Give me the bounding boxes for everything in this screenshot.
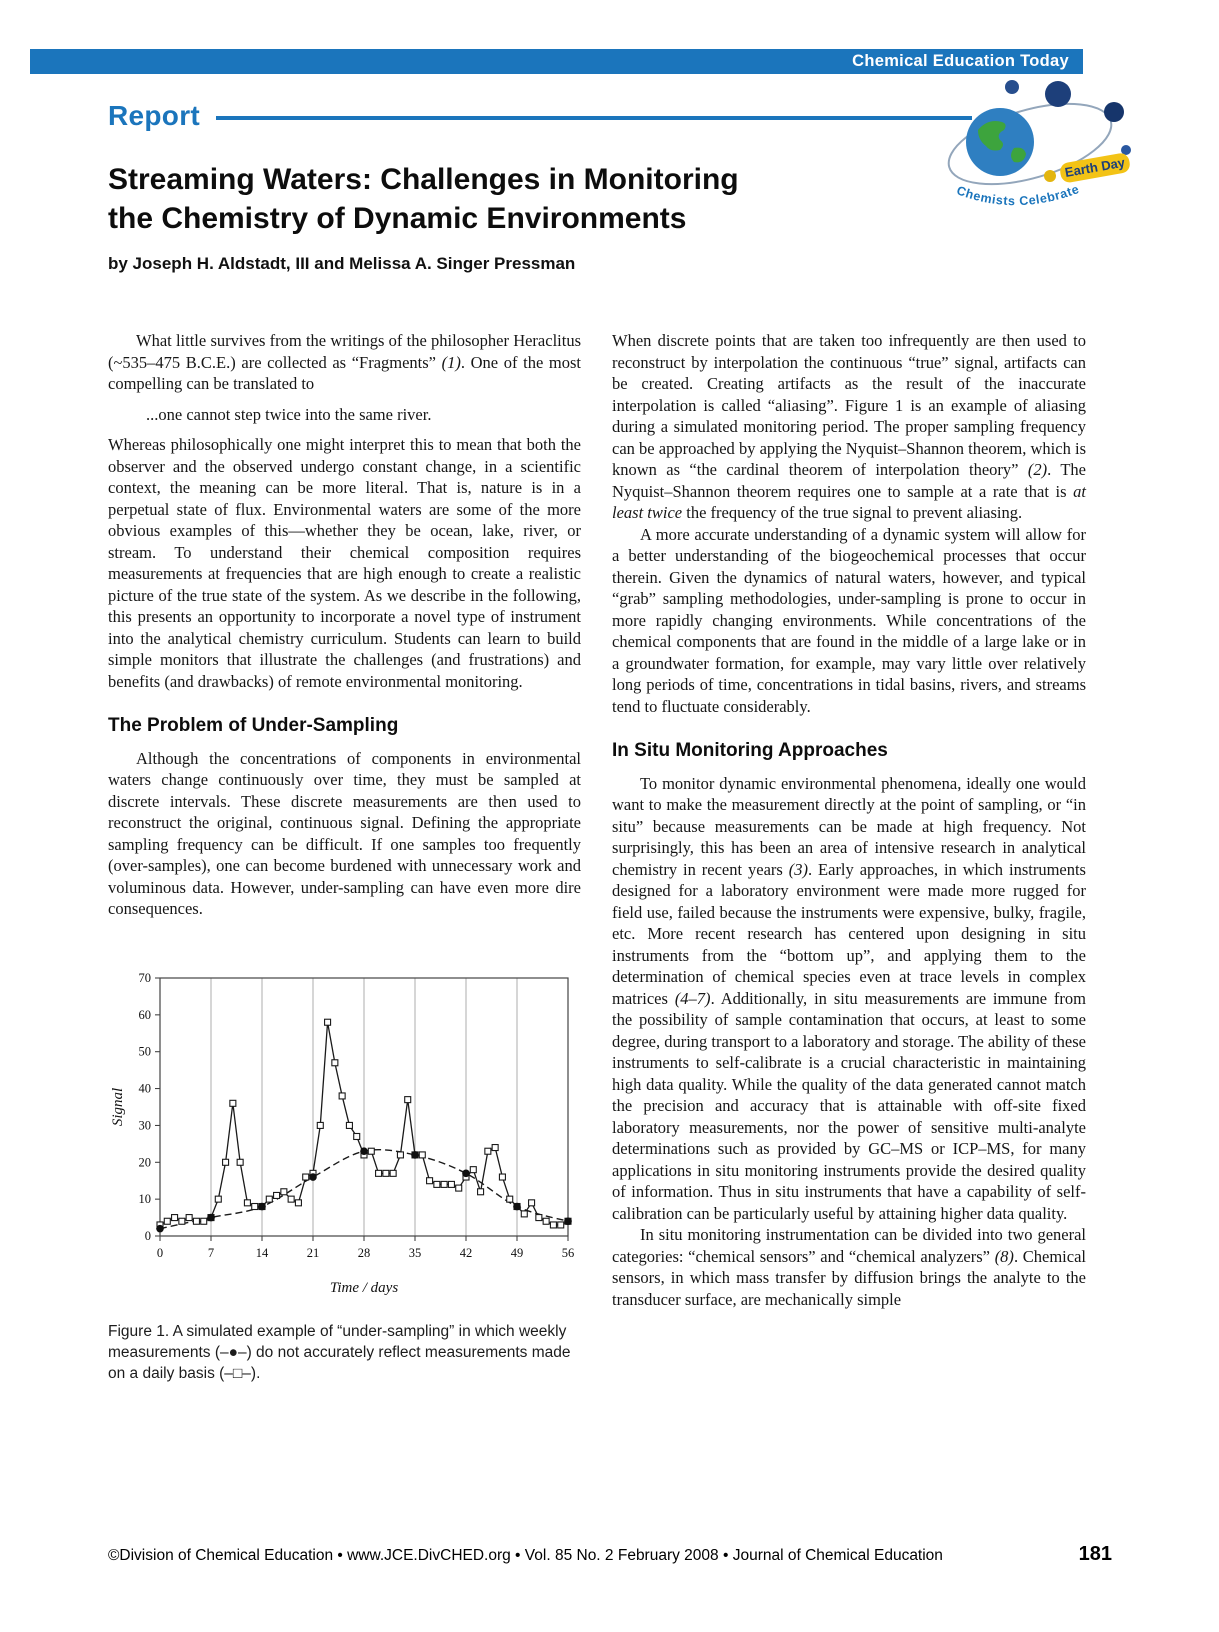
section-heading-under-sampling: The Problem of Under-Sampling — [108, 715, 399, 736]
paragraph: To monitor dynamic environmental phenomena, ideally one would want to make the measurement directly at the point of sampling, or “in situ” because measurements can be made at high frequency. Not surprisingly, this has been an area of intensive research in analytical chemistry in recent years (3). Early approaches, in which instruments designed for a laboratory environment were made more rugged for field use, failed because the instruments were expensive, bulky, fragile, etc. More recent research has centered upon designing in situ instruments from the “bottom up”, and applying them to the determination of chemical species even at trace levels in complex matrices (4–7). Additionally, in situ measurements are immune from the possibility of sample contamination that occurs, at least to some degree, during transport to a laboratory and storage. The ability of these instruments to self-calibrate is a crucial characteristic in maintaining high data quality. While the quality of the data generated cannot match the precision and accuracy that is attainable with off-site fixed laboratory measurements, nor the power of sensitive multi-analyte determinations such as provided by GC–MS or ICP–MS, for many applications in situ monitoring instruments provide the desired quality of information. Thus in situ instruments that have a capability of self-calibration can be particularly useful by attaining higher data quality. — [612, 773, 1087, 1223]
report-header — [108, 100, 972, 132]
svg-text:50: 50 — [138, 1044, 151, 1059]
svg-text:0: 0 — [156, 1245, 164, 1260]
svg-text:Signal: Signal — [110, 1087, 126, 1126]
svg-text:20: 20 — [138, 1154, 151, 1169]
report-label: Report — [108, 100, 201, 131]
svg-text:49: 49 — [510, 1245, 524, 1260]
sphere-icon — [1005, 80, 1019, 94]
svg-text:60: 60 — [138, 1007, 151, 1022]
svg-text:7: 7 — [207, 1245, 215, 1260]
title-line2: the Chemistry of Dynamic Environments — [108, 202, 687, 235]
section-heading-in-situ: In Situ Monitoring Approaches — [612, 740, 888, 761]
sphere-icon — [1044, 170, 1056, 182]
svg-text:30: 30 — [138, 1117, 151, 1132]
left-column — [108, 330, 581, 1384]
paragraph: Although the concentrations of components in environmental waters change continuously over time, they must be sampled at discrete intervals. These discrete measurements are then used to reconstruct the original, continuous signal. Defining the appropriate sampling frequency can be difficult. If one samples too frequently (over-samples), one can become burdened with unnecessary work and voluminous data. However, under-sampling can have even more dire consequences. — [108, 748, 581, 918]
svg-text:35: 35 — [408, 1245, 422, 1260]
logo-text-chemists-celebrate: Chemists Celebrate — [954, 181, 1082, 209]
footer-text: ©Division of Chemical Education • www.JCE.DivCHED.org • Vol. 85 No. 2 February 2008 • Journal of Chemical Education — [108, 1547, 943, 1564]
svg-text:Time / days: Time / days — [329, 1279, 399, 1296]
svg-text:21: 21 — [306, 1245, 320, 1260]
earth-day-ribbon — [1059, 152, 1131, 184]
figure-1 — [108, 966, 581, 1385]
svg-text:14: 14 — [255, 1245, 269, 1260]
quote: ...one cannot step twice into the same river. — [146, 404, 432, 424]
svg-text:56: 56 — [561, 1245, 575, 1260]
footer — [108, 1543, 1112, 1566]
svg-text:42: 42 — [459, 1245, 473, 1260]
byline: by Joseph H. Aldstadt, III and Melissa A. Singer Pressman — [108, 254, 576, 273]
sphere-icon — [1121, 145, 1131, 155]
svg-text:28: 28 — [357, 1245, 371, 1260]
svg-text:70: 70 — [138, 970, 151, 985]
svg-text:10: 10 — [138, 1191, 151, 1206]
article-title — [108, 160, 888, 238]
right-column — [612, 330, 1086, 1310]
paragraph: Whereas philosophically one might interpret this to mean that both the observer and the observed undergo constant change, in a scientific context, the meaning can be more literal. That is, nature is in a perpetual state of flux. Environmental waters are some of the more obvious examples of this—whether they be ocean, lake, river, or stream. To understand their chemical composition requires measurements at frequencies that are high enough to create a realistic picture of the true state of the system. As we describe in the following, this presents an opportunity to incorporate a novel type of instrument into the analytical chemistry curriculum. Students can learn to build simple monitors that illustrate the challenges (and frustrations) and benefits (and drawbacks) of remote environmental monitoring. — [108, 435, 581, 691]
logo-text-earth-day: Earth Day — [1063, 154, 1127, 180]
paragraph: In situ monitoring instrumentation can be divided into two general categories: “chemical sensors” and “chemical analyzers” (8). Chemical sensors, in which mass transfer by diffusion brings the analyte to the transducer surface, are mechanically simple — [612, 1225, 1086, 1309]
page-number: 181 — [1078, 1543, 1112, 1565]
sphere-icon — [1104, 102, 1124, 122]
report-rule — [216, 116, 972, 120]
figure1-chart — [108, 966, 578, 1300]
banner-text: Chemical Education Today — [852, 52, 1069, 70]
svg-text:40: 40 — [138, 1081, 151, 1096]
svg-text:0: 0 — [144, 1228, 151, 1243]
ccew-logo — [938, 72, 1138, 227]
paragraph: A more accurate understanding of a dynamic system will allow for a better understanding of the biogeochemical processes that occur therein. Given the dynamics of natural waters, however, and typical “grab” sampling methodologies, under-sampling is prone to occur in more rapidly changing environments. While concentrations of the chemical components that are found in the middle of a large lake or in a groundwater formation, for example, may vary little over relatively long periods of time, concentrations in tidal basins, rivers, and streams tend to fluctuate considerably. — [612, 524, 1086, 716]
sphere-icon — [1045, 81, 1071, 107]
title-line1: Streaming Waters: Challenges in Monitoring — [108, 163, 739, 196]
figure1-caption: Figure 1. A simulated example of “under-sampling” in which weekly measurements (–●–) do not accurately reflect measurements made on a daily basis (–□–). — [108, 1323, 571, 1382]
paragraph: What little survives from the writings of the philosopher Heraclitus (~535–475 B.C.E.) are collected as “Fragments” (1). One of the most compelling can be translated to — [108, 331, 582, 393]
paragraph: When discrete points that are taken too infrequently are then used to reconstruct by interpolation the continuous “true” signal, artifacts can be created. Creating artifacts as the result of the inaccurate interpolation is called “aliasing”. Figure 1 is an example of aliasing during a simulated monitoring period. The proper sampling frequency can be approached by applying the Nyquist–Shannon theorem, which is known as “the cardinal theorem of interpolation theory” (2). The Nyquist–Shannon theorem requires one to sample at a rate that is at least twice the frequency of the true signal to prevent aliasing. — [612, 331, 1086, 522]
banner — [30, 49, 1083, 74]
